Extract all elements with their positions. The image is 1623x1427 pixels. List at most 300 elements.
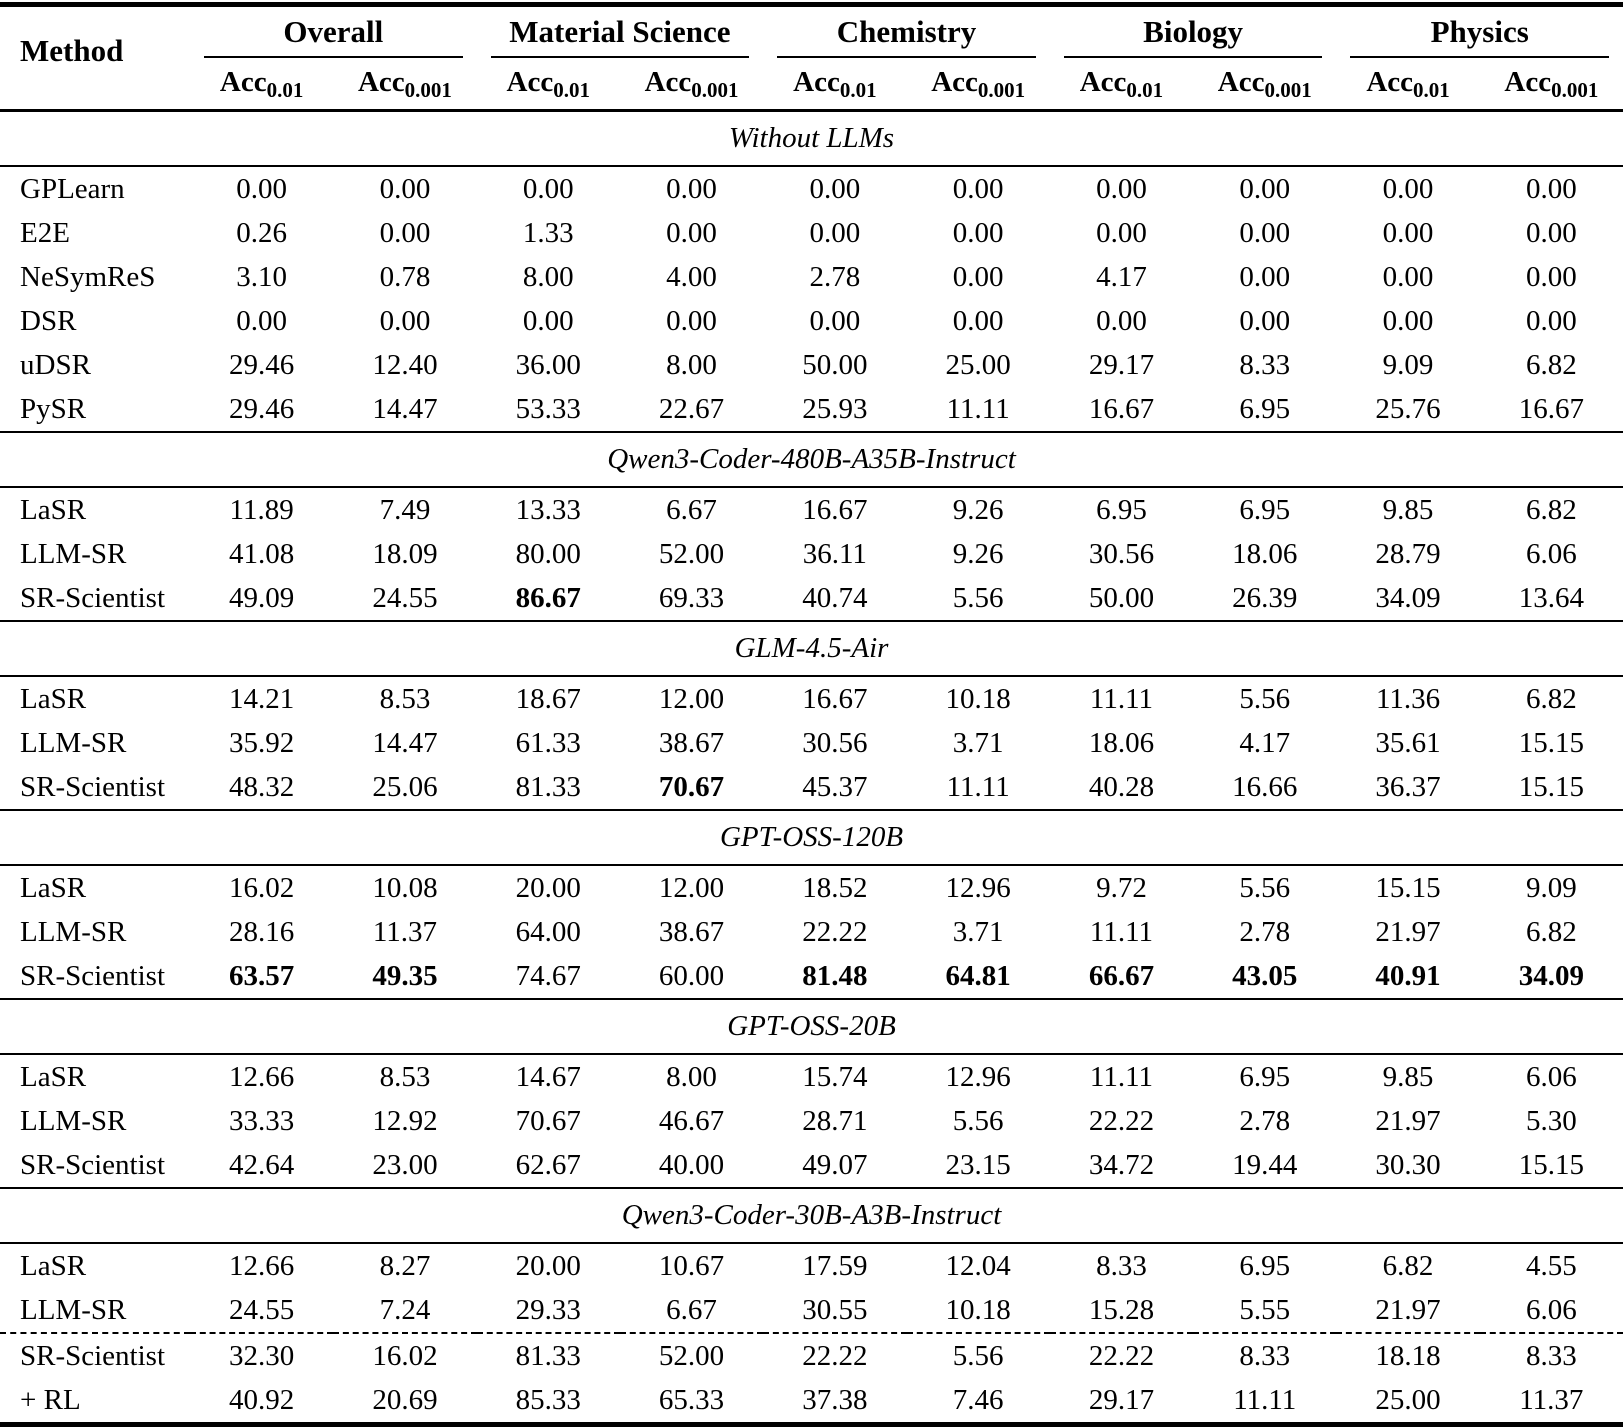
value-cell: 18.09	[372, 538, 438, 570]
value-cell: 6.06	[1525, 1061, 1577, 1093]
value-cell: 25.06	[372, 771, 438, 803]
group-header-cell	[763, 5, 1050, 59]
acc-metric-name: Acc	[1504, 66, 1552, 98]
group-header-label: Physics	[1350, 15, 1609, 58]
value-cell: 0.00	[952, 217, 1004, 249]
table-row	[0, 1288, 1623, 1333]
value-cell: 8.33	[1239, 349, 1291, 381]
value-cell: 3.10	[236, 261, 288, 293]
value-cell: 15.15	[1518, 771, 1584, 803]
section-title: Qwen3-Coder-30B-A3B-Instruct	[0, 1188, 1623, 1243]
value-cell: 36.37	[1375, 771, 1441, 803]
value-cell: 81.48	[802, 960, 868, 992]
value-cell: 14.67	[515, 1061, 581, 1093]
section-title: GPT-OSS-20B	[0, 999, 1623, 1054]
value-cell: 12.96	[945, 1061, 1011, 1093]
value-cell: 49.35	[372, 960, 438, 992]
value-cell: 66.67	[1088, 960, 1155, 992]
value-cell: 50.00	[1088, 582, 1155, 614]
acc-metric-threshold: 0.01	[1126, 78, 1164, 102]
acc-header-cell	[907, 58, 1050, 111]
value-cell: 6.67	[666, 494, 717, 526]
value-cell: 30.55	[802, 1294, 868, 1326]
value-cell: 11.11	[946, 771, 1010, 803]
value-cell: 21.97	[1375, 916, 1441, 948]
value-cell: 4.00	[666, 261, 717, 293]
value-cell: 11.11	[1089, 916, 1154, 948]
value-cell: 9.85	[1382, 494, 1434, 526]
value-cell: 8.53	[379, 683, 431, 715]
value-cell: 9.85	[1382, 1061, 1434, 1093]
value-cell: 38.67	[658, 727, 725, 759]
table-row	[0, 721, 1623, 765]
value-cell: 48.32	[229, 771, 295, 803]
method-cell: E2E	[20, 217, 70, 249]
group-header-label: Material Science	[491, 15, 750, 58]
value-cell: 64.00	[515, 916, 581, 948]
value-cell: 34.09	[1375, 582, 1441, 614]
value-cell: 11.36	[1375, 683, 1441, 715]
value-cell: 18.18	[1336, 1333, 1479, 1378]
group-header-cell	[1050, 5, 1337, 59]
value-cell: 12.40	[372, 349, 438, 381]
acc-metric-name: Acc	[506, 66, 554, 98]
value-cell: 0.00	[236, 173, 288, 205]
value-cell: 6.06	[1525, 1294, 1577, 1326]
value-cell: 0.00	[666, 173, 717, 205]
table-row	[0, 1099, 1623, 1143]
method-cell: SR-Scientist	[20, 771, 166, 803]
section-title-row	[0, 999, 1623, 1054]
value-cell: 15.15	[1518, 727, 1584, 759]
value-cell: 9.09	[1382, 349, 1434, 381]
value-cell: 65.33	[658, 1384, 725, 1416]
value-cell: 16.02	[333, 1333, 476, 1378]
value-cell: 28.16	[229, 916, 295, 948]
value-cell: 11.11	[1233, 1384, 1297, 1416]
value-cell: 29.46	[229, 393, 295, 425]
value-cell: 86.67	[515, 582, 581, 614]
value-cell: 37.38	[802, 1384, 868, 1416]
value-cell: 6.82	[1525, 683, 1577, 715]
table-row	[0, 1333, 1623, 1378]
table-row	[0, 343, 1623, 387]
value-cell: 29.46	[229, 349, 295, 381]
value-cell: 0.00	[1096, 217, 1147, 249]
table-header	[0, 5, 1623, 111]
value-cell: 20.00	[515, 872, 581, 904]
table-row	[0, 255, 1623, 299]
section-title-row	[0, 810, 1623, 865]
value-cell: 22.22	[802, 916, 868, 948]
value-cell: 61.33	[515, 727, 581, 759]
value-cell: 14.21	[229, 683, 295, 715]
value-cell: 70.67	[658, 771, 725, 803]
value-cell: 6.95	[1239, 1061, 1291, 1093]
value-cell: 2.78	[1239, 916, 1291, 948]
value-cell: 19.44	[1232, 1149, 1298, 1181]
value-cell: 8.00	[666, 1061, 717, 1093]
method-cell: DSR	[20, 305, 77, 337]
value-cell: 5.56	[952, 1105, 1004, 1137]
method-cell: PySR	[20, 393, 87, 425]
group-header-label: Biology	[1064, 15, 1323, 58]
table-body	[0, 111, 1623, 1425]
value-cell: 18.67	[515, 683, 581, 715]
value-cell: 23.00	[372, 1149, 438, 1181]
value-cell: 18.52	[802, 872, 868, 904]
value-cell: 9.26	[952, 494, 1004, 526]
value-cell: 8.00	[522, 261, 574, 293]
value-cell: 23.15	[945, 1149, 1011, 1181]
acc-metric-name: Acc	[357, 66, 405, 98]
value-cell: 13.64	[1518, 582, 1584, 614]
value-cell: 34.09	[1518, 960, 1584, 992]
value-cell: 40.28	[1088, 771, 1155, 803]
value-cell: 14.47	[372, 727, 438, 759]
section-title-row	[0, 1188, 1623, 1243]
value-cell: 29.17	[1088, 1384, 1155, 1416]
method-cell: LLM-SR	[20, 1105, 127, 1137]
value-cell: 40.91	[1375, 960, 1441, 992]
acc-header-cell	[620, 58, 763, 111]
value-cell: 33.33	[229, 1105, 295, 1137]
value-cell: 38.67	[658, 916, 725, 948]
value-cell: 52.00	[620, 1333, 763, 1378]
value-cell: 70.67	[515, 1105, 581, 1137]
value-cell: 0.00	[1525, 173, 1577, 205]
section-title-row	[0, 621, 1623, 676]
value-cell: 32.30	[190, 1333, 333, 1378]
value-cell: 16.66	[1232, 771, 1298, 803]
value-cell: 18.06	[1232, 538, 1298, 570]
acc-metric-threshold: 0.01	[1413, 78, 1450, 102]
group-header-cell	[477, 5, 764, 59]
group-header-label: Chemistry	[777, 15, 1036, 58]
acc-header-cell	[763, 58, 906, 111]
value-cell: 15.28	[1088, 1294, 1155, 1326]
value-cell: 4.17	[1239, 727, 1291, 759]
value-cell: 29.33	[515, 1294, 581, 1326]
acc-metric-name: Acc	[219, 66, 267, 98]
acc-metric-threshold: 0.01	[553, 78, 590, 102]
value-cell: 69.33	[658, 582, 725, 614]
value-cell: 62.67	[515, 1149, 581, 1181]
method-cell: SR-Scientist	[20, 582, 166, 614]
value-cell: 5.30	[1525, 1105, 1577, 1137]
value-cell: 80.00	[515, 538, 581, 570]
value-cell: 25.00	[1375, 1384, 1441, 1416]
value-cell: 25.93	[802, 393, 868, 425]
value-cell: 16.67	[802, 494, 868, 526]
value-cell: 13.33	[515, 494, 581, 526]
value-cell: 9.26	[952, 538, 1004, 570]
acc-header-cell	[1050, 58, 1193, 111]
table-row	[0, 865, 1623, 910]
value-cell: 22.22	[1088, 1105, 1155, 1137]
value-cell: 30.56	[802, 727, 868, 759]
value-cell: 10.67	[658, 1250, 725, 1282]
method-cell: LaSR	[20, 494, 87, 526]
value-cell: 36.11	[802, 538, 867, 570]
value-cell: 18.06	[1088, 727, 1155, 759]
table-row	[0, 910, 1623, 954]
value-cell: 6.95	[1239, 1250, 1291, 1282]
method-cell: SR-Scientist	[20, 1149, 166, 1181]
value-cell: 53.33	[515, 393, 581, 425]
value-cell: 0.00	[379, 305, 431, 337]
section-title: Without LLMs	[0, 111, 1623, 167]
value-cell: 0.00	[1382, 217, 1434, 249]
value-cell: 8.00	[666, 349, 717, 381]
value-cell: 22.22	[763, 1333, 906, 1378]
acc-header-cell	[1480, 58, 1623, 111]
value-cell: 22.67	[658, 393, 725, 425]
method-cell: LaSR	[20, 872, 87, 904]
value-cell: 0.00	[1239, 173, 1291, 205]
acc-metric-name: Acc	[644, 66, 692, 98]
value-cell: 1.33	[522, 217, 574, 249]
value-cell: 40.74	[802, 582, 868, 614]
value-cell: 9.09	[1525, 872, 1577, 904]
table-row	[0, 299, 1623, 343]
table-row	[0, 1243, 1623, 1288]
value-cell: 8.53	[379, 1061, 431, 1093]
method-cell: GPLearn	[20, 173, 125, 205]
value-cell: 0.00	[522, 173, 574, 205]
value-cell: 15.74	[802, 1061, 868, 1093]
value-cell: 0.00	[1382, 305, 1434, 337]
acc-metric-threshold: 0.001	[404, 78, 452, 102]
value-cell: 29.17	[1088, 349, 1155, 381]
value-cell: 0.00	[1096, 173, 1147, 205]
table-row	[0, 1143, 1623, 1188]
value-cell: 5.55	[1239, 1294, 1291, 1326]
section-title-row	[0, 432, 1623, 487]
value-cell: 0.00	[666, 217, 717, 249]
value-cell: 28.71	[802, 1105, 868, 1137]
value-cell: 21.97	[1375, 1105, 1441, 1137]
value-cell: 0.00	[809, 217, 861, 249]
value-cell: 40.92	[229, 1384, 295, 1416]
value-cell: 2.78	[1239, 1105, 1291, 1137]
value-cell: 6.95	[1239, 494, 1291, 526]
method-cell: LLM-SR	[20, 1294, 127, 1326]
value-cell: 10.18	[945, 1294, 1011, 1326]
section-title: Qwen3-Coder-480B-A35B-Instruct	[0, 432, 1623, 487]
value-cell: 6.82	[1525, 349, 1577, 381]
value-cell: 14.47	[372, 393, 438, 425]
value-cell: 8.33	[1096, 1250, 1147, 1282]
value-cell: 42.64	[229, 1149, 295, 1181]
group-header-cell	[1336, 5, 1623, 59]
value-cell: 16.02	[229, 872, 295, 904]
value-cell: 0.00	[379, 217, 431, 249]
value-cell: 6.95	[1096, 494, 1147, 526]
value-cell: 0.00	[666, 305, 717, 337]
method-cell: uDSR	[20, 349, 91, 381]
value-cell: 0.00	[1382, 261, 1434, 293]
header-group-row	[0, 5, 1623, 59]
acc-metric-name: Acc	[1079, 66, 1127, 98]
value-cell: 8.27	[379, 1250, 431, 1282]
value-cell: 3.71	[952, 727, 1004, 759]
value-cell: 35.61	[1375, 727, 1441, 759]
value-cell: 11.37	[1519, 1384, 1584, 1416]
table-row	[0, 576, 1623, 621]
method-cell: LLM-SR	[20, 916, 127, 948]
table-row	[0, 676, 1623, 721]
value-cell: 12.92	[372, 1105, 438, 1137]
value-cell: 40.00	[658, 1149, 725, 1181]
value-cell: 0.00	[809, 305, 861, 337]
value-cell: 0.00	[1525, 305, 1577, 337]
value-cell: 49.09	[229, 582, 295, 614]
value-cell: 16.67	[1088, 393, 1155, 425]
value-cell: 50.00	[802, 349, 868, 381]
value-cell: 0.00	[1096, 305, 1147, 337]
value-cell: 0.00	[1525, 261, 1577, 293]
value-cell: 12.00	[658, 683, 725, 715]
table-row	[0, 487, 1623, 532]
value-cell: 5.56	[952, 582, 1004, 614]
value-cell: 24.55	[372, 582, 438, 614]
value-cell: 12.96	[945, 872, 1011, 904]
value-cell: 30.56	[1088, 538, 1155, 570]
value-cell: 0.00	[1382, 173, 1434, 205]
value-cell: 15.15	[1518, 1149, 1584, 1181]
value-cell: 0.00	[1239, 217, 1291, 249]
method-cell: SR-Scientist	[20, 960, 166, 992]
acc-header-cell	[477, 58, 620, 111]
value-cell: 11.11	[946, 393, 1010, 425]
value-cell: 6.95	[1239, 393, 1291, 425]
value-cell: 0.00	[952, 173, 1004, 205]
value-cell: 17.59	[802, 1250, 868, 1282]
value-cell: 6.82	[1525, 494, 1577, 526]
value-cell: 25.76	[1375, 393, 1441, 425]
header-metric-row	[0, 58, 1623, 111]
value-cell: 12.66	[229, 1061, 295, 1093]
acc-metric-name: Acc	[1366, 66, 1414, 98]
value-cell: 74.67	[515, 960, 581, 992]
value-cell: 11.11	[1089, 683, 1154, 715]
value-cell: 64.81	[945, 960, 1011, 992]
table-row	[0, 211, 1623, 255]
value-cell: 0.00	[522, 305, 574, 337]
results-table	[0, 2, 1623, 1427]
value-cell: 0.00	[236, 305, 288, 337]
value-cell: 0.00	[952, 261, 1004, 293]
value-cell: 22.22	[1050, 1333, 1193, 1378]
value-cell: 15.15	[1375, 872, 1441, 904]
value-cell: 7.49	[379, 494, 431, 526]
value-cell: 11.37	[372, 916, 438, 948]
value-cell: 81.33	[515, 771, 581, 803]
value-cell: 11.89	[229, 494, 294, 526]
method-cell: LaSR	[20, 1250, 87, 1282]
acc-metric-threshold: 0.001	[1551, 78, 1599, 102]
acc-metric-name: Acc	[793, 66, 840, 98]
acc-metric-threshold: 0.001	[977, 78, 1026, 102]
value-cell: 36.00	[515, 349, 581, 381]
method-cell: SR-Scientist	[0, 1333, 190, 1378]
table-row	[0, 532, 1623, 576]
acc-metric-threshold: 0.01	[266, 78, 304, 102]
value-cell: 12.00	[658, 872, 725, 904]
value-cell: 0.26	[236, 217, 288, 249]
value-cell: 3.71	[952, 916, 1004, 948]
value-cell: 24.55	[229, 1294, 295, 1326]
value-cell: 11.11	[1089, 1061, 1154, 1093]
method-cell: LaSR	[20, 683, 87, 715]
table-row	[0, 765, 1623, 810]
table-row	[0, 166, 1623, 211]
value-cell: 12.04	[945, 1250, 1011, 1282]
value-cell: 0.00	[1239, 305, 1291, 337]
value-cell: 6.06	[1525, 538, 1577, 570]
value-cell: 85.33	[515, 1384, 581, 1416]
table-row	[0, 1054, 1623, 1099]
value-cell: 0.78	[379, 261, 431, 293]
method-cell: + RL	[20, 1384, 81, 1416]
value-cell: 0.00	[1525, 217, 1577, 249]
acc-metric-name: Acc	[931, 66, 978, 98]
acc-header-cell	[333, 58, 476, 111]
method-cell: LaSR	[20, 1061, 87, 1093]
value-cell: 0.00	[1239, 261, 1291, 293]
method-cell: LLM-SR	[20, 727, 127, 759]
value-cell: 60.00	[658, 960, 725, 992]
acc-metric-threshold: 0.001	[691, 78, 739, 102]
value-cell: 5.56	[1239, 872, 1291, 904]
group-header-cell	[190, 5, 477, 59]
acc-header-cell	[190, 58, 333, 111]
acc-metric-threshold: 0.001	[1264, 78, 1312, 102]
value-cell: 16.67	[802, 683, 868, 715]
value-cell: 8.33	[1193, 1333, 1336, 1378]
value-cell: 20.69	[372, 1384, 438, 1416]
value-cell: 0.00	[809, 173, 861, 205]
value-cell: 0.00	[952, 305, 1004, 337]
acc-header-cell	[1193, 58, 1336, 111]
value-cell: 49.07	[802, 1149, 868, 1181]
section-title: GLM-4.5-Air	[0, 621, 1623, 676]
value-cell: 10.18	[945, 683, 1011, 715]
value-cell: 7.24	[379, 1294, 431, 1326]
value-cell: 28.79	[1375, 538, 1441, 570]
value-cell: 10.08	[372, 872, 438, 904]
value-cell: 9.72	[1096, 872, 1147, 904]
value-cell: 12.66	[229, 1250, 295, 1282]
value-cell: 34.72	[1088, 1149, 1155, 1181]
table-row	[0, 387, 1623, 432]
value-cell: 63.57	[229, 960, 295, 992]
group-header-label: Overall	[204, 15, 463, 58]
value-cell: 52.00	[658, 538, 725, 570]
value-cell: 2.78	[809, 261, 861, 293]
value-cell: 46.67	[658, 1105, 725, 1137]
value-cell: 30.30	[1375, 1149, 1441, 1181]
acc-metric-threshold: 0.01	[839, 78, 877, 102]
acc-metric-name: Acc	[1217, 66, 1265, 98]
value-cell: 8.33	[1480, 1333, 1623, 1378]
value-cell: 26.39	[1232, 582, 1298, 614]
value-cell: 43.05	[1232, 960, 1298, 992]
value-cell: 7.46	[952, 1384, 1004, 1416]
value-cell: 4.55	[1525, 1250, 1577, 1282]
value-cell: 4.17	[1096, 261, 1147, 293]
